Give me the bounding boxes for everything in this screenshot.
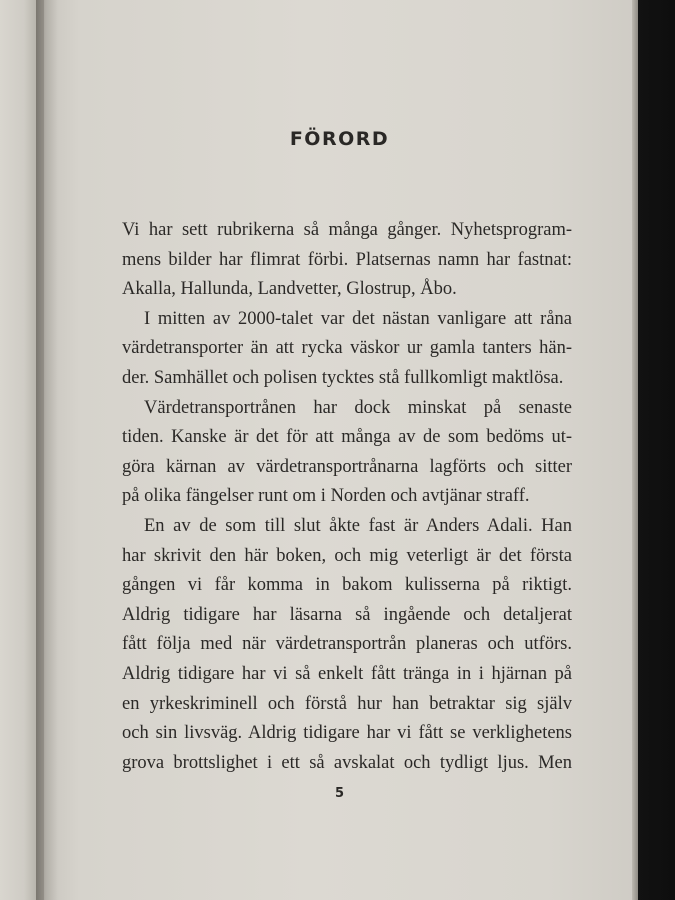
text-line: Aldrig tidigare har vi så enkelt fått tränga in i hjärnan på xyxy=(122,663,572,684)
book-page xyxy=(44,0,635,900)
text-line: Värdetransportrånen har dock minskat på senaste xyxy=(144,397,572,418)
text-line: der. Samhället och polisen tycktes stå fullkomligt maktlösa. xyxy=(122,367,564,388)
text-line: göra kärnan av värdetransportrånarna lagförts och sitter xyxy=(122,456,572,477)
text-line: En av de som till slut åkte fast är Anders Adali. Han xyxy=(144,515,572,536)
text-line: I mitten av 2000-talet var det nästan vanligare att råna xyxy=(144,308,572,329)
text-line: gången vi får komma in bakom kulisserna på riktigt. xyxy=(122,575,572,596)
text-line: har skrivit den här boken, och mig veterligt är det första xyxy=(122,545,572,566)
spine-shadow xyxy=(36,0,58,900)
text-line: Akalla, Hallunda, Landvetter, Glostrup, Åbo. xyxy=(122,279,457,300)
body-text xyxy=(122,216,572,778)
text-line: och sin livsväg. Aldrig tidigare har vi fått se verklighetens xyxy=(122,723,572,744)
text-line: på olika fängelser runt om i Norden och avtjänar straff. xyxy=(122,486,530,507)
page-edge-right xyxy=(632,0,638,900)
text-line: tiden. Kanske är det för att många av de som bedöms ut- xyxy=(122,427,572,448)
text-line: mens bilder har flimrat förbi. Platsernas namn har fastnat: xyxy=(122,249,572,270)
text-line: värdetransporter än att rycka väskor ur gamla tanters hän- xyxy=(122,338,572,359)
chapter-heading: FÖRORD xyxy=(289,128,390,150)
text-line: fått följa med när värdetransportrån planeras och utförs. xyxy=(122,634,572,655)
text-line: Vi har sett rubrikerna så många gånger. Nyhetsprogram- xyxy=(122,220,572,240)
text-line: grova brottslighet i ett så avskalat och tydligt ljus. Men xyxy=(122,752,572,773)
text-line: Aldrig tidigare har läsarna så ingående och detaljerat xyxy=(122,604,572,625)
page-number: 5 xyxy=(334,786,345,801)
text-line: en yrkeskriminell och förstå hur han betraktar sig själv xyxy=(122,693,572,714)
